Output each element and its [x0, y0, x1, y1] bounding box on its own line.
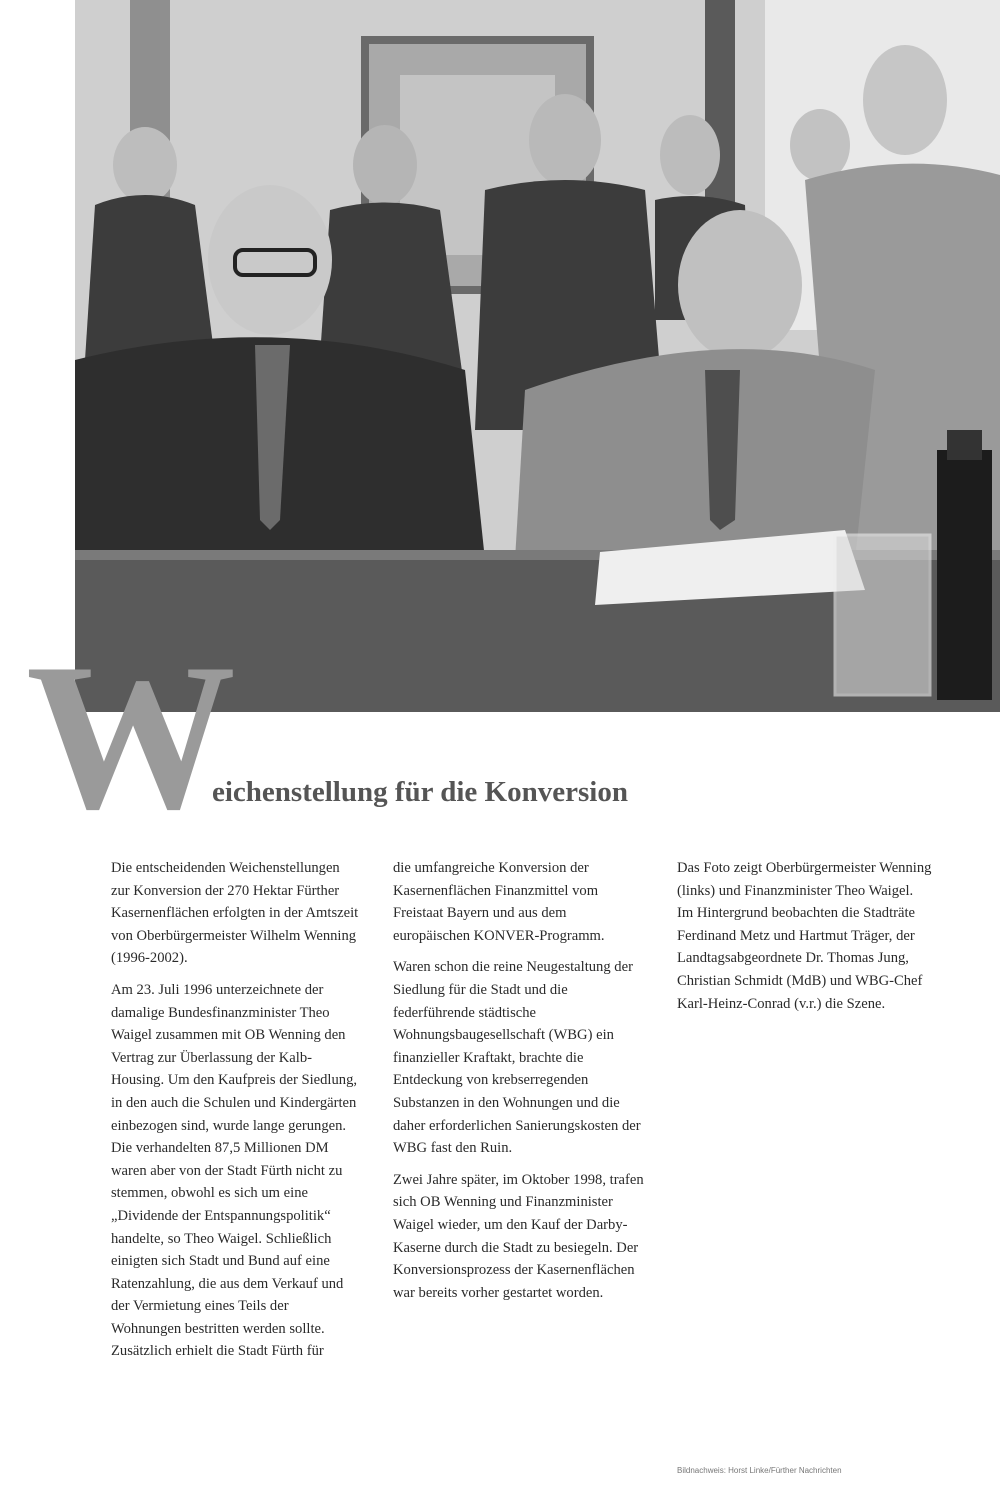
- text-column-1: [111, 857, 361, 1372]
- photo-credit: Bildnachweis: Horst Linke/Fürther Nachrichten: [677, 1466, 842, 1475]
- paragraph: Waren schon die reine Neugestaltung der Siedlung für die Stadt und die federführende städtische Wohnungsbaugesellschaft (WBG) ein finanzieller Kraftakt, brachte die Entdeckung von krebserregenden Substanzen in den Wohnungen und die daher erforderlichen Sanierungskosten der WBG fast den Ruin.: [393, 959, 641, 1157]
- paragraph: Zwei Jahre später, im Oktober 1998, trafen sich OB Wenning und Finanzminister Waigel wieder, um den Kauf der Darby-Kaserne durch die Stadt zu besiegeln. Der Konversionsprozess der Kasernenflächen war bereits vorher gestartet worden.: [393, 1171, 644, 1301]
- paragraph: Die entscheidenden Weichenstellungen zur Konversion der 270 Hektar Fürther Kasernenflächen erfolgten in der Amtszeit von Oberbürgermeister Wilhelm Wenning (1996-2002).: [111, 860, 359, 967]
- paragraph: die umfangreiche Konversion der Kasernenflächen Finanzmittel vom Freistaat Bayern und aus dem europäischen KONVER-Programm.: [393, 860, 605, 944]
- photo-illustration: [75, 0, 1000, 712]
- text-column-2: [393, 857, 645, 1313]
- headline-dropcap: W: [26, 621, 236, 853]
- paragraph: Am 23. Juli 1996 unterzeichnete der damalige Bundesfinanzminister Theo Waigel zusammen mit OB Wenning den Vertrag zur Überlassung der Kalb-Housing. Um den Kaufpreis der Siedlung, in den auch die Schulen und Kindergärten einbezogen sind, wurde lange gerungen. Die verhandelten 87,5 Millionen DM waren aber von der Stadt Fürth nicht zu stemmen, obwohl es sich um eine „Dividende der Entspannungspolitik“ handelte, so Theo Waigel. Schließlich einigten sich Stadt und Bund auf eine Ratenzahlung, die aus dem Verkauf und der Vermietung eines Teils der Wohnungen bestritten werden sollte. Zusätzlich erhielt die Stadt Fürth für: [111, 981, 358, 1360]
- photo: [75, 0, 1000, 712]
- headline: eichenstellung für die Konversion: [212, 776, 628, 808]
- caption-line: Im Hintergrund beobachten die Stadträte Ferdinand Metz und Hartmut Träger, der Landtagsabgeordnete Dr. Thomas Jung, Christian Schmidt (MdB) und WBG-Chef Karl-Heinz-Conrad (v.r.) die Szene.: [677, 905, 923, 1012]
- caption-column: [677, 857, 932, 1024]
- caption-line: Das Foto zeigt Oberbürgermeister Wenning (links) und Finanzminister Theo Waigel.: [677, 860, 932, 899]
